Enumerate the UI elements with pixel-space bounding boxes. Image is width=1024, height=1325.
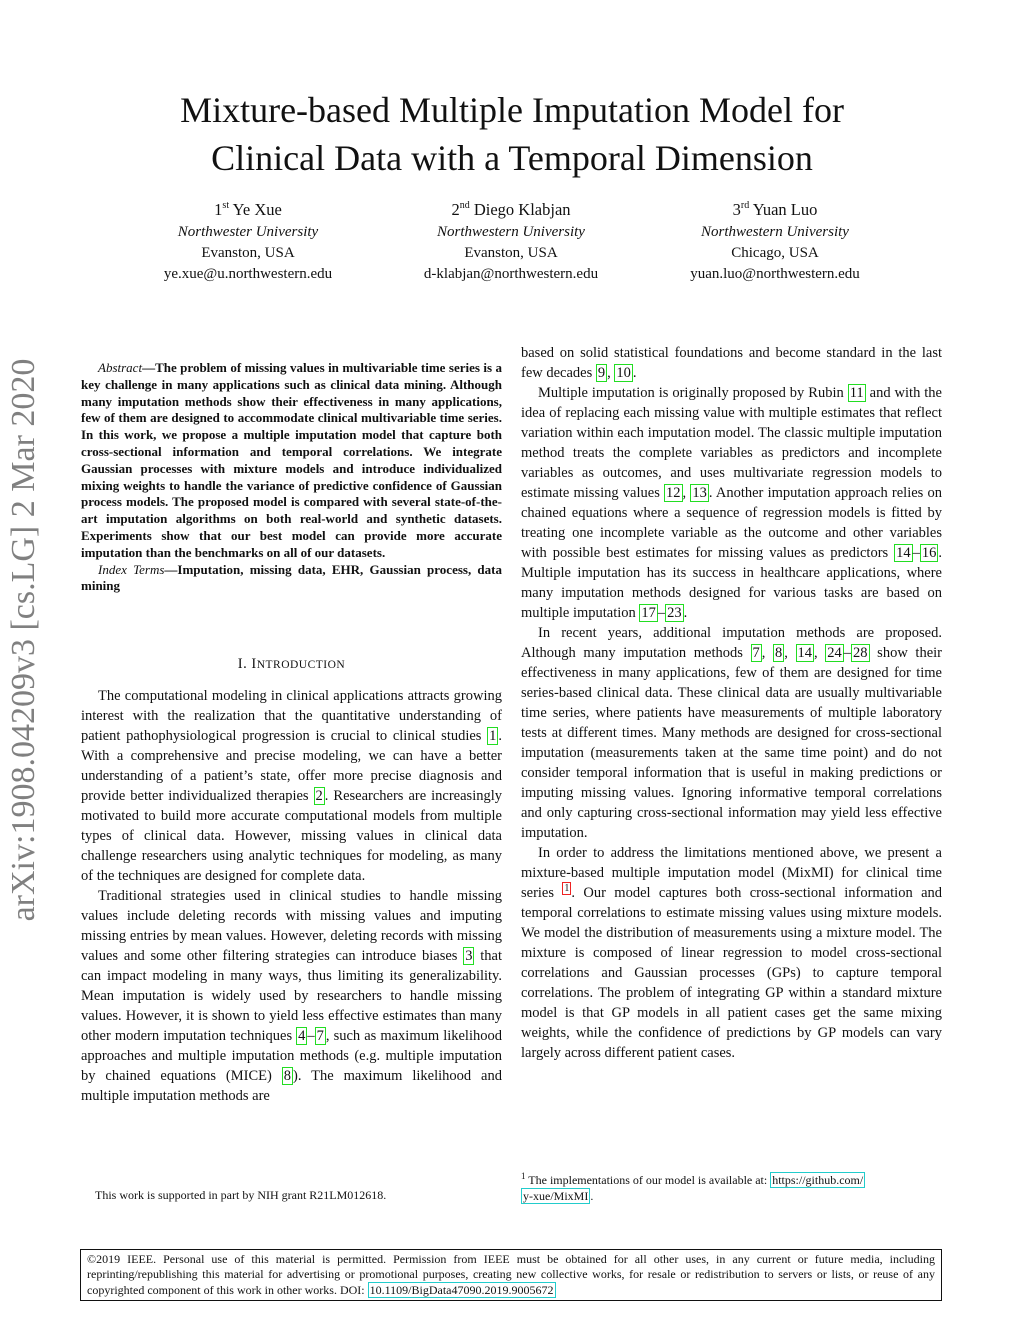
right-column-body — [521, 343, 942, 1063]
github-link[interactable]: https://github.com/ — [772, 1173, 864, 1187]
author-3 — [625, 198, 925, 285]
text-run: – — [657, 605, 666, 621]
abstract-text: Abstract—The problem of missing values in multivariable time series is a key challenge in many applications such as clinical data mining. Although many imputation methods show their effectiveness in many applications, few of them are designed to accommodate clinical multivariable time series. In this work, we propose a multiple imputation model that capture both cross-sectional information and temporal correlations. We integrate Gaussian processes with mixture models and introduce individualized mixing weights to handle the variance of predictive confidence of Gaussian process models. The proposed model is compared with several state-of-the-art imputation algorithms on both real-world and synthetic datasets. Experiments show that our best model can provide more accurate imputation than the benchmarks on all of our datasets. — [81, 360, 502, 560]
citation-link[interactable]: 17 — [641, 605, 656, 621]
citation-link[interactable]: 12 — [666, 485, 681, 501]
text-run: – — [843, 645, 852, 661]
citation-link[interactable]: 7 — [316, 1028, 324, 1044]
author-name: 3rd Yuan Luo — [732, 200, 818, 219]
author-location: Evanston, USA — [464, 245, 558, 261]
author-affiliation: Northwestern University — [437, 224, 585, 240]
footnote-implementation: $^1$ The implementations of our model is available at: https://github.com/ y-xue/MixMI . — [521, 1171, 864, 1203]
author-affiliation: Northwestern University — [701, 224, 849, 240]
text-run: In order to address the limitations mentioned above, we present a mixture-based multiple imputation model (MixMI) for clinical time series — [521, 845, 942, 901]
citation-link[interactable]: 10 — [616, 365, 631, 381]
author-affiliation: Northwester University — [177, 224, 319, 240]
citation-link[interactable]: 28 — [853, 645, 868, 661]
citation-link[interactable]: 7 — [752, 645, 760, 661]
text-run: , — [607, 365, 615, 381]
text-run: . Our model captures both cross-sectional information and temporal correlations to estimate missing values using mixture models. We model the distribution of measurements using a mixture model. The mixture is composed of linear regression to model cross-sectional correlations and Gaussian processes (GPs) to capture temporal correlations. The problem of integrating GP within a standard mixture model is that GP models in all patient cases get the same mixing weights, while the confidence of predictions by GP models can vary largely across different patient cases. — [521, 885, 943, 1061]
text-run: . Another imputation approach relies on chained equations where a sequence of regression models is fitted by treating one incomplete variable as the outcome and other variables with possible best estimates for missing values as predictors — [521, 485, 942, 561]
citation-link[interactable]: 11 — [849, 385, 864, 401]
footnote-mark: 1 — [521, 1171, 526, 1181]
author-email: ye.xue@u.northwestern.edu — [163, 266, 333, 282]
text-run: and with the idea of replacing each missing value with multiple estimates that reflect variation within each imputation model. The classic multiple imputation method treats the complete variables as predictors and incomplete variables as outcomes, and uses multivariate regression models to estimate missing values — [521, 385, 942, 501]
text-run: , such as maximum likelihood approaches and multiple imputation methods (e.g. multiple imputation by chained equations (MICE) — [81, 1028, 502, 1084]
title-line-2: Clinical Data with a Temporal Dimension — [211, 138, 813, 178]
citation-link[interactable]: 24 — [827, 645, 842, 661]
text-run: . — [683, 605, 688, 621]
author-email: yuan.luo@northwestern.edu — [690, 266, 860, 282]
author-2 — [361, 198, 661, 285]
paragraph — [521, 843, 942, 1063]
author-block — [0, 198, 1024, 298]
text-run: . With a comprehensive and precise modeling, we can have a better understanding of a patient’s state, offer more precise diagnosis and provide better individualized therapies — [81, 728, 502, 804]
text-run: Traditional strategies used in clinical studies to handle missing values include deleting records with missing values and imputing missing entries by mean values. However, deleting records with missing values and some other filtering strategies can introduce biases — [81, 888, 502, 964]
index-terms-label: Index Terms — [98, 561, 165, 577]
author-location: Evanston, USA — [201, 245, 295, 261]
text-run: , — [761, 645, 774, 661]
abstract — [81, 360, 502, 595]
author-name: 2nd Diego Klabjan — [451, 200, 571, 219]
github-link-continued[interactable]: y-xue/MixMI — [523, 1189, 589, 1203]
paragraph — [521, 623, 942, 843]
citation-link[interactable]: 2 — [315, 788, 323, 804]
doi-link[interactable]: 10.1109/BigData47090.2019.9005672 — [369, 1282, 554, 1297]
footnote-link[interactable]: 1 — [564, 883, 570, 894]
author-email: d-klabjan@northwestern.edu — [423, 266, 599, 282]
text-run: Multiple imputation is originally proposed by Rubin — [538, 385, 848, 401]
paragraph — [81, 686, 502, 886]
citation-link[interactable]: 16 — [921, 545, 937, 561]
citation-link[interactable]: 8 — [775, 645, 783, 661]
text-run: show their effectiveness in many applications, few of them are designed for time series-based clinical data. These clinical data are usually multivariable time series, where patients have measurements of multiple laboratory tests at different times. Many methods are designed for cross-sectional imputation (measurements taken at the same time point) and do not consider temporal information that is useful in making predictions or imputing missing values. Ignoring informative temporal correlations and only capturing cross-sectional information may yield less effective imputation. — [521, 645, 943, 841]
text-run: – — [912, 545, 920, 561]
citation-link[interactable]: 1 — [489, 728, 497, 744]
section-heading: I. INTRODUCTION — [237, 656, 346, 672]
text-run: The computational modeling in clinical applications attracts growing interest with the realization that the quantitative understanding of patient pathophysiological progression is crucial to clinical studies — [81, 688, 502, 744]
citation-link[interactable]: 23 — [667, 605, 682, 621]
abstract-label: Abstract — [98, 360, 143, 375]
paragraph — [521, 383, 942, 623]
author-1 — [98, 198, 398, 285]
paragraph — [521, 343, 942, 383]
paper-title — [60, 86, 964, 182]
text-run: , — [814, 645, 826, 661]
text-run: In recent years, additional imputation methods are proposed. Although many imputation methods — [521, 625, 942, 661]
paragraph — [81, 886, 502, 1106]
text-run: that can impact modeling in many ways, thus limiting its generalizability. Mean imputation is widely used by researchers to handle missing values. However, it is shown to yield less effective estimates than many other modern imputation techniques — [81, 948, 502, 1044]
text-run: , — [784, 645, 796, 661]
text-run: based on solid statistical foundations and become standard in the last few decades — [521, 345, 942, 381]
text-run: . Multiple imputation has its success in healthcare applications, where many imputation methods designed for various tasks are based on multiple imputation — [521, 545, 942, 621]
citation-link[interactable]: 3 — [465, 948, 473, 964]
text-run: – — [307, 1028, 315, 1044]
text-run: ). The maximum likelihood and multiple imputation methods are — [81, 1068, 502, 1104]
citation-link[interactable]: 14 — [797, 645, 813, 661]
title-line-1: Mixture-based Multiple Imputation Model for — [180, 90, 844, 130]
citation-link[interactable]: 13 — [692, 485, 707, 501]
citation-link[interactable]: 8 — [283, 1068, 292, 1084]
citation-link[interactable]: 4 — [298, 1028, 306, 1044]
left-column-body — [81, 686, 502, 1106]
text-run: , — [682, 485, 691, 501]
author-location: Chicago, USA — [731, 245, 819, 261]
footnote-funding: This work is supported in part by NIH grant R21LM012618. — [95, 1188, 387, 1202]
text-run: . Researchers are increasingly motivated to build more accurate computational models from multiple types of clinical data. However, missing values in clinical data challenge researchers using analytic techniques for modeling, as many of the techniques are designed for complete data. — [81, 788, 502, 884]
copyright-notice: ©2019 IEEE. Personal use of this material is permitted. Permission from IEEE must be obtained for all other uses, in any current or future media, including reprinting/republishing this material for advertising or promotional purposes, creating new collective works, for resale or redistribution to servers or lists, or reuse of any copyrighted component of this work in other works. DOI: 10.1109/BigData47090.2019.9005672 — [80, 1249, 942, 1301]
citation-link[interactable]: 14 — [896, 545, 911, 561]
index-terms: Index Terms—Imputation, missing data, EHR, Gaussian process, data mining — [81, 561, 502, 594]
arxiv-stamp: arXiv:1908.04209v3 [cs.LG] 2 Mar 2020 — [5, 358, 42, 922]
text-run: . — [632, 365, 637, 381]
author-name: 1st Ye Xue — [214, 200, 282, 219]
citation-link[interactable]: 9 — [597, 365, 606, 381]
